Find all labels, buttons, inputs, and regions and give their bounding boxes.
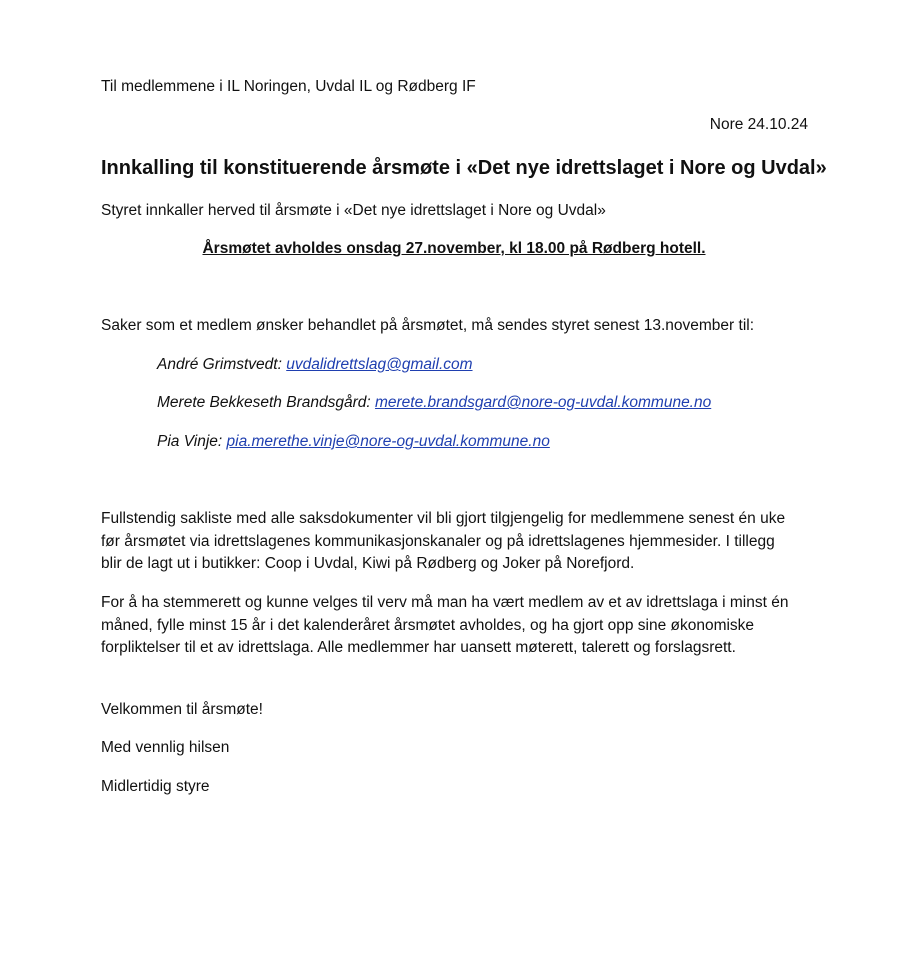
welcome-text: Velkommen til årsmøte! [101, 701, 263, 718]
meeting-announcement: Årsmøtet avholdes onsdag 27.november, kl 18.00 på Rødberg hotell. [202, 240, 706, 257]
paragraph-line: måned, fylle minst 15 år i det kalenderåret årsmøtet avholdes, og ha gjort opp sine økonomiske [101, 616, 755, 634]
contact-name: André Grimstvedt: [157, 356, 282, 373]
contact-name: Merete Bekkeseth Brandsgård: [157, 394, 371, 411]
email-link[interactable]: uvdalidrettslag@gmail.com [286, 356, 473, 373]
paragraph-line: forpliktelser til et av idrettslaga. Alle medlemmer har uansett møterett, talerett og forslagsrett. [101, 639, 736, 656]
closing-regards: Med vennlig hilsen [101, 739, 230, 756]
intro-text: Styret innkaller herved til årsmøte i «Det nye idrettslaget i Nore og Uvdal» [101, 202, 606, 219]
contact-item [157, 354, 473, 376]
paragraph-line: For å ha stemmerett og kunne velges til verv må man ha vært medlem av et av idrettslaga i minst én [101, 594, 789, 611]
deadline-text: Saker som et medlem ønsker behandlet på årsmøtet, må sendes styret senest 13.november til: [101, 317, 755, 334]
contact-item [157, 392, 711, 414]
voting-rights-paragraph [101, 592, 821, 660]
contact-name: Pia Vinje: [157, 433, 223, 450]
contact-item [157, 431, 550, 453]
paragraph-line: Fullstendig sakliste med alle saksdokumenter vil bli gjort tilgjengelig for medlemmene senest én uke [101, 510, 786, 527]
paragraph-line: blir de lagt ut i butikker: Coop i Uvdal, Kiwi på Rødberg og Joker på Norefjord. [101, 555, 635, 572]
letter-title: Innkalling til konstituerende årsmøte i «Det nye idrettslaget i Nore og Uvdal» [101, 157, 827, 179]
signature: Midlertidig styre [101, 778, 210, 795]
addressee-line: Til medlemmene i IL Noringen, Uvdal IL og Rødberg IF [101, 78, 476, 95]
agenda-paragraph [101, 508, 821, 576]
letter-date: Nore 24.10.24 [709, 116, 808, 133]
email-link[interactable]: merete.brandsgard@nore-og-uvdal.kommune.no [374, 394, 712, 411]
email-link[interactable]: pia.merethe.vinje@nore-og-uvdal.kommune.no [226, 433, 550, 450]
paragraph-line: før årsmøtet via idrettslagenes kommunikasjonskanaler og på idrettslagenes hjemmesider. I tillegg [101, 532, 775, 550]
